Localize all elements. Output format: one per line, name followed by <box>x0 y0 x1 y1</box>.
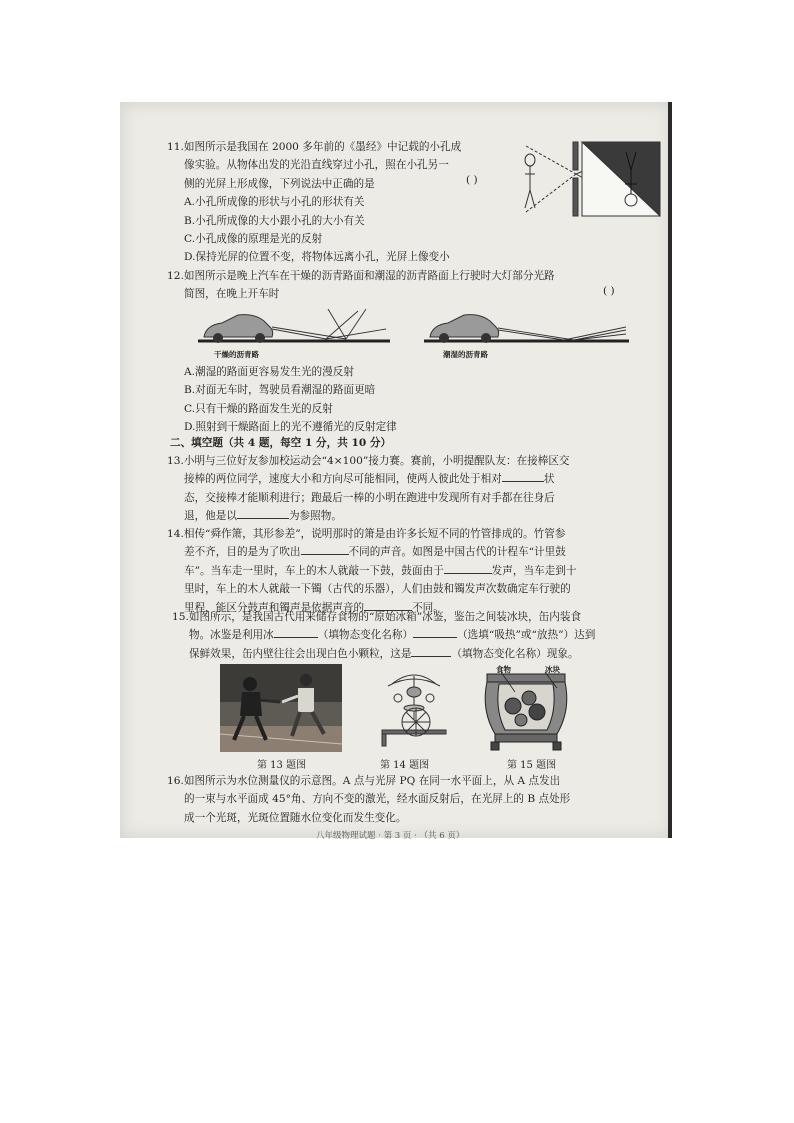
dry-road-figure <box>198 305 390 351</box>
q11-option-a: A.小孔所成像的形状与小孔的形状有关 <box>184 196 365 209</box>
q12-option-a: A.潮湿的路面更容易发生光的漫反射 <box>184 366 354 378</box>
q14-line-5: 里程，能区分鼓声和镯声是依据声音的 不同。 <box>167 599 576 617</box>
q14-line-4: 里时，车上的木人就敲一下镯（古代的乐器），人们由鼓和镯发声次数确定车行驶的 <box>184 583 571 596</box>
ice-mirror-figure <box>481 664 571 752</box>
q12-option-d: D.照射到干燥路面上的光不遵循光的反射定律 <box>184 421 397 434</box>
q13-line-2: 接棒的两位同学，速度大小和方向尽可能相同，使两人彼此处于相对 状 <box>167 470 570 488</box>
paper-edge-shadow <box>668 102 672 838</box>
q16-line-3: 成一个光斑，光斑位置随水位变化而发生变化。 <box>184 811 407 824</box>
q15-line-1: 15.如图所示，是我国古代用来储存食物的“原始冰箱”冰鉴，鉴缶之间装冰块，缶内装食 <box>172 611 582 623</box>
q11-option-b: B.小孔所成像的大小跟小孔的大小有关 <box>184 214 365 227</box>
fig14-caption: 第 14 题图 <box>380 760 430 771</box>
q13-blank-1[interactable] <box>502 470 544 482</box>
q16-line-1: 16.如图所示为水位测量仪的示意图。A 点与光屏 PQ 在同一水平面上，从 A 点发出 <box>167 775 561 787</box>
q15-text <box>172 608 595 663</box>
q12-text <box>167 267 555 304</box>
q15-line-2: 物。冰鉴是利用冰 （填物态变化名称） （选填“吸热”或“放热”）达到 <box>172 626 595 644</box>
q13-line-3: 态，交接棒才能顺利进行；跑最后一棒的小明在跑进中发现所有对手都在往身后 <box>184 491 555 504</box>
q11-option-c: C.小孔成像的原理是光的反射 <box>184 233 323 246</box>
q11-line-2: 像实验。从物体出发的光沿直线穿过小孔，照在小孔另一 <box>184 159 449 172</box>
food-label: 食物 <box>496 665 511 674</box>
q12-option-b: B.对面无车时，驾驶员看潮湿的路面更暗 <box>184 384 376 397</box>
q14-blank-2[interactable] <box>444 562 492 574</box>
fig13-caption: 第 13 题图 <box>257 760 307 771</box>
q11-text <box>167 138 461 267</box>
q11-line-1: 11.如图所示是我国在 2000 多年前的《墨经》中记载的小孔成 <box>167 141 462 153</box>
q14-blank-1[interactable] <box>301 543 349 555</box>
q15-line-3: 保鲜效果，缶内壁往往会出现白色小颗粒，这是 （填物态变化名称）现象。 <box>172 645 595 663</box>
q11-answer-paren: ( ) <box>466 174 478 186</box>
q14-text <box>167 525 576 617</box>
q15-blank-1[interactable] <box>274 626 318 638</box>
wet-road-figure <box>424 308 629 350</box>
relay-photo <box>220 664 342 752</box>
q13-text <box>167 452 570 526</box>
wet-road-label: 潮湿的沥青路 <box>443 350 488 359</box>
section-2-heading: 二、填空题（共 4 题，每空 1 分，共 10 分） <box>170 437 392 449</box>
q12-line-1: 12.如图所示是晚上汽车在干燥的沥青路面和潮湿的沥青路面上行驶时大灯部分光路 <box>167 270 555 282</box>
q14-line-3: 车”。当车走一里时，车上的木人就敲一下鼓，鼓面由于 发声，当车走到十 <box>167 562 576 580</box>
dry-road-label: 干燥的沥青路 <box>214 350 259 359</box>
q12-line-2: 简图，在晚上开车时 <box>184 288 280 301</box>
q15-blank-3[interactable] <box>411 645 451 657</box>
pinhole-figure <box>516 140 664 218</box>
q12-option-c: C.只有干燥的路面发生光的反射 <box>184 402 333 415</box>
q13-line-1: 13.小明与三位好友参加校运动会“4×100”接力赛。赛前，小明提醒队友：在接棒区交 <box>167 455 570 467</box>
q14-line-2: 差不齐，目的是为了吹出 不同的声音。如图是中国古代的计程车“计里鼓 <box>167 543 576 561</box>
drum-cart-figure <box>378 664 450 750</box>
q16-text <box>167 772 570 827</box>
ice-label: 冰块 <box>545 665 560 674</box>
q16-line-2: 的一束与水平面成 45°角、方向不变的激光，经水面反射后，在光屏上的 B 点处形 <box>184 793 571 806</box>
q13-line-4: 退，他是以 为参照物。 <box>167 507 570 525</box>
q15-blank-2[interactable] <box>413 626 457 638</box>
q12-options <box>167 363 397 437</box>
q14-line-1: 14.相传“舜作箫，其形参差”，说明那时的箫是由许多长短不同的竹管排成的。竹管参 <box>167 528 566 540</box>
fig15-caption: 第 15 题图 <box>507 760 557 771</box>
q13-blank-2[interactable] <box>237 507 289 519</box>
page-footer: 八年级物理试题 · 第 3 页 · （共 6 页） <box>316 831 465 841</box>
q12-answer-paren: ( ) <box>603 285 615 297</box>
q11-option-d: D.保持光屏的位置不变，将物体远离小孔，光屏上像变小 <box>184 251 450 264</box>
q11-line-3: 侧的光屏上形成像，下列说法中正确的是 <box>184 177 375 190</box>
